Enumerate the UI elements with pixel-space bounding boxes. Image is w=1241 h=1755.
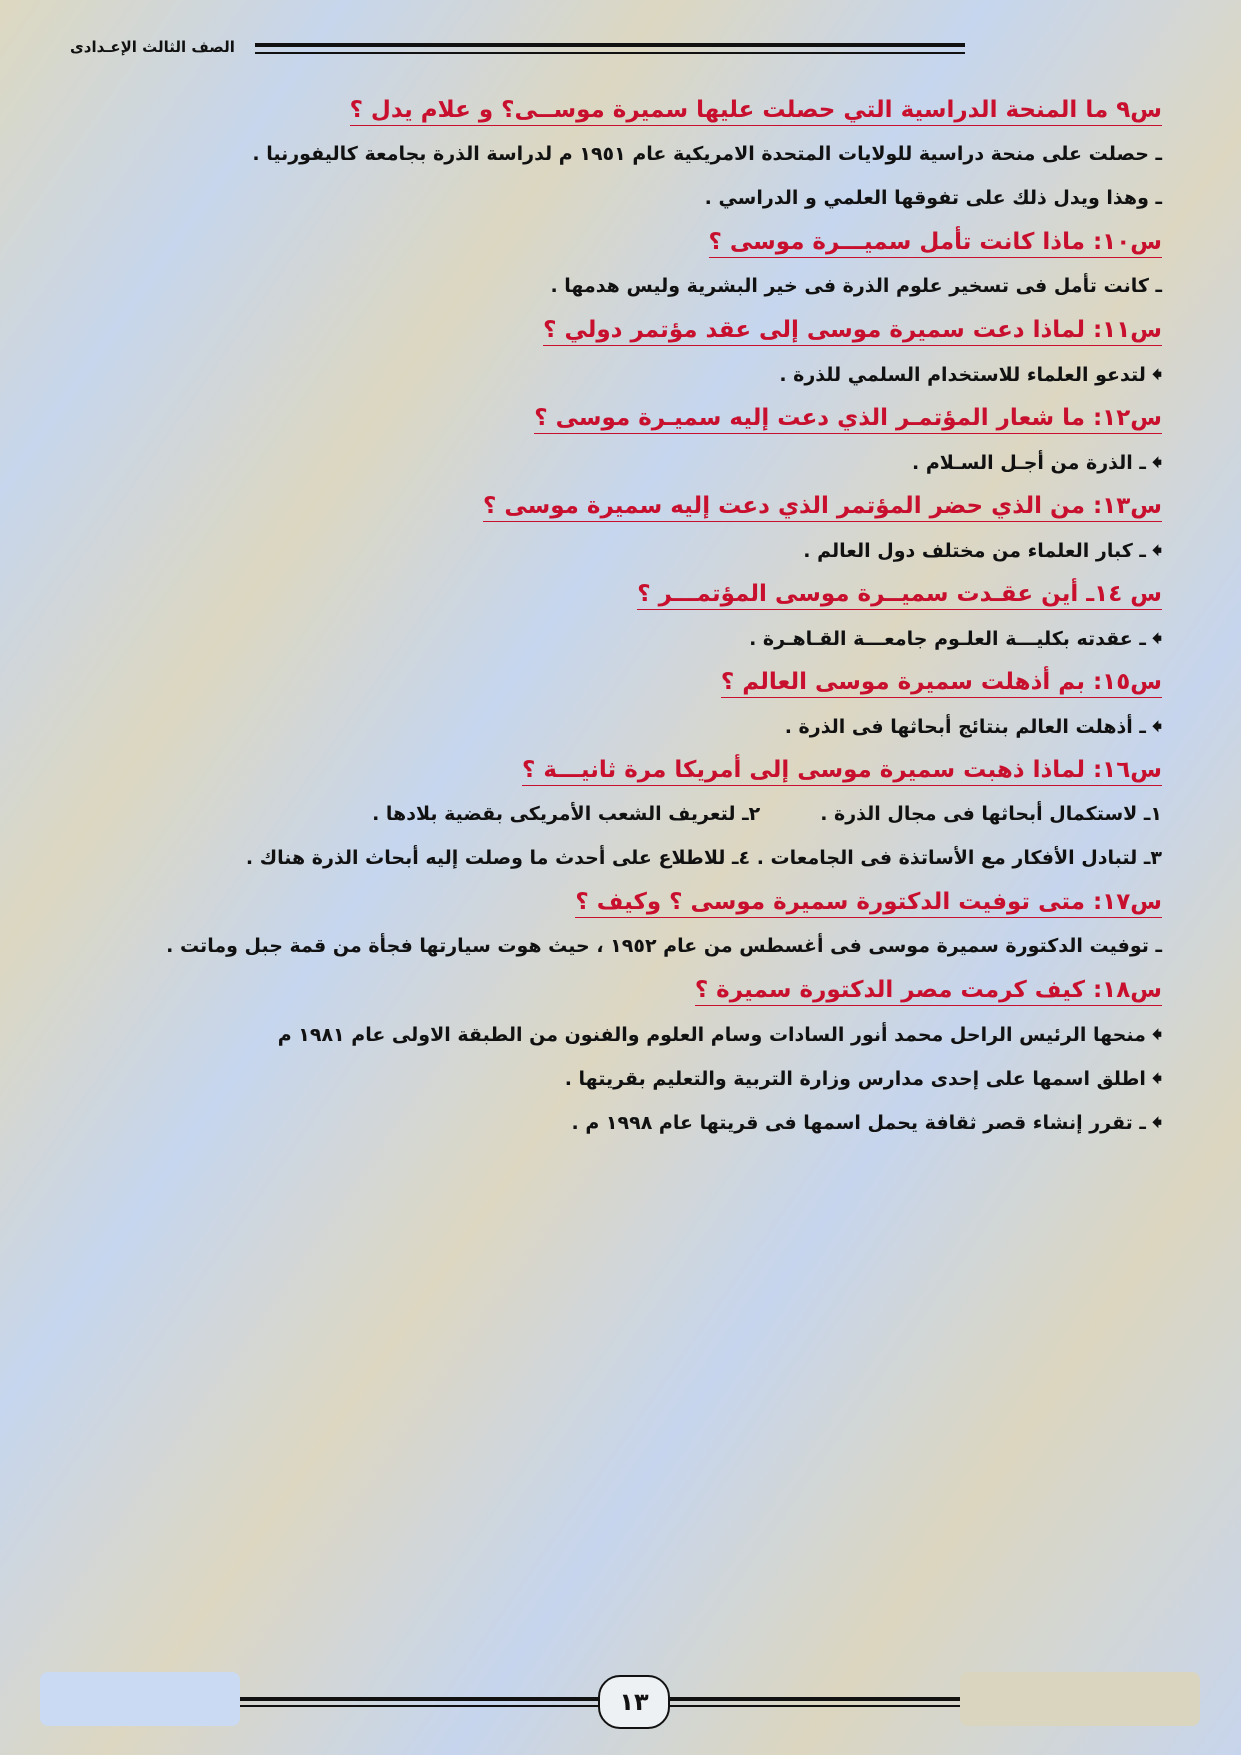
arrow-left-icon: 🠸 (1151, 362, 1162, 386)
answer-line: 🠸ـ عقدته بكليـــة العلـوم جامعـــة القـاهـرة . (150, 616, 1162, 660)
footer-decoration-left (40, 1672, 240, 1726)
answer-line: ـ توفيت الدكتورة سميرة موسى فى أغسطس من عام ١٩٥٢ ، حيث هوت سيارتها فجأة من قمة جبل وماتت . (166, 935, 1162, 957)
answer-line: 🠸ـ تقرر إنشاء قصر ثقافة يحمل اسمها فى قريتها عام ١٩٩٨ م . (150, 1100, 1162, 1144)
qa-content (150, 88, 1162, 1144)
arrow-left-icon: 🠸 (1151, 626, 1162, 650)
arrow-left-icon: 🠸 (1151, 450, 1162, 474)
answer-line: 🠸اطلق اسمها على إحدى مدارس وزارة التربية والتعليم بقريتها . (150, 1056, 1162, 1100)
answer-line: 🠸ـ كبار العلماء من مختلف دول العالم . (150, 528, 1162, 572)
question-12: س١٢: ما شعار المؤتمـر الذي دعت إليه سميـرة موسى ؟ (150, 396, 1162, 440)
answer-line: ـ كانت تأمل فى تسخير علوم الذرة فى خير البشرية وليس هدمها . (550, 275, 1162, 297)
question-10: س١٠: ماذا كانت تأمل سميـــرة موسى ؟ (150, 220, 1162, 264)
footer-decoration-right (960, 1672, 1200, 1726)
header-title: الصف الثالث الإعـدادى (70, 38, 235, 56)
footer-rule-left (240, 1697, 600, 1707)
answer-line: 🠸لتدعو العلماء للاستخدام السلمي للذرة . (150, 352, 1162, 396)
question-18: س١٨: كيف كرمت مصر الدكتورة سميرة ؟ (150, 968, 1162, 1012)
footer-rule-right (665, 1697, 960, 1707)
answer-line: ٣ـ لتبادل الأفكار مع الأساتذة فى الجامعات . ٤ـ للاطلاع على أحدث ما وصلت إليه أبحاث الذرة هناك . (245, 847, 1162, 869)
question-11: س١١: لماذا دعت سميرة موسى إلى عقد مؤتمر دولي ؟ (150, 308, 1162, 352)
answer-line: 🠸ـ أذهلت العالم بنتائج أبحاثها فى الذرة . (150, 704, 1162, 748)
answer-line: ١ـ لاستكمال أبحاثها فى مجال الذرة .٢ـ لتعريف الشعب الأمريكى بقضية بلادها . (372, 803, 1162, 825)
question-17: س١٧: متى توفيت الدكتورة سميرة موسى ؟ وكيف ؟ (150, 880, 1162, 924)
arrow-left-icon: 🠸 (1151, 1066, 1162, 1090)
answer-line: ـ وهذا ويدل ذلك على تفوقها العلمي و الدراسي . (704, 187, 1162, 209)
question-9: س٩ ما المنحة الدراسية التي حصلت عليها سميرة موســى؟ و علام يدل ؟ (150, 88, 1162, 132)
arrow-left-icon: 🠸 (1151, 1110, 1162, 1134)
header-rule (255, 43, 965, 54)
answer-line: ـ حصلت على منحة دراسية للولايات المتحدة الامريكية عام ١٩٥١ م لدراسة الذرة بجامعة كاليفورنيا . (252, 143, 1162, 165)
answer-line: 🠸ـ الذرة من أجـل السـلام . (150, 440, 1162, 484)
arrow-left-icon: 🠸 (1151, 714, 1162, 738)
question-16: س١٦: لماذا ذهبت سميرة موسى إلى أمريكا مرة ثانيـــة ؟ (150, 748, 1162, 792)
answer-line: 🠸منحها الرئيس الراحل محمد أنور السادات وسام العلوم والفنون من الطبقة الاولى عام ١٩٨١ م (150, 1012, 1162, 1056)
question-14: س ١٤ـ أين عقـدت سميــرة موسى المؤتمـــر ؟ (150, 572, 1162, 616)
arrow-left-icon: 🠸 (1151, 538, 1162, 562)
question-13: س١٣: من الذي حضر المؤتمر الذي دعت إليه سميرة موسى ؟ (150, 484, 1162, 528)
question-15: س١٥: بم أذهلت سميرة موسى العالم ؟ (150, 660, 1162, 704)
page-number: ١٣ (598, 1675, 670, 1729)
arrow-left-icon: 🠸 (1151, 1022, 1162, 1046)
